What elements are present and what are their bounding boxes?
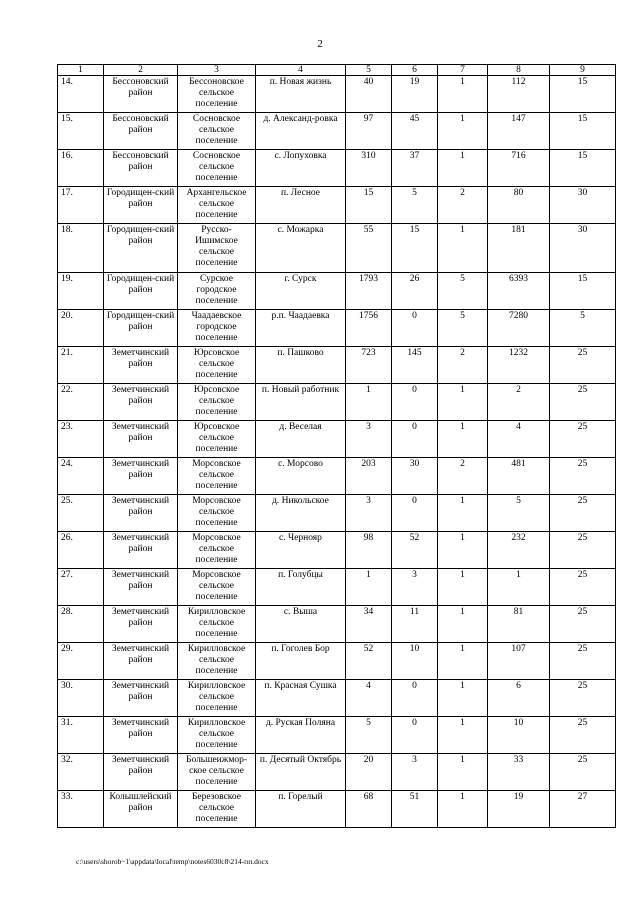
col9-cell: 25 (550, 532, 616, 569)
locality-cell: г. Сурск (256, 273, 346, 310)
col9-cell: 25 (550, 717, 616, 754)
table-body (58, 76, 616, 828)
col6-cell: 0 (392, 421, 438, 458)
district-cell: Земетчинский район (104, 495, 178, 532)
settlement-cell: Кирилловское сельское поселение (178, 717, 256, 754)
district-cell: Бессоновский район (104, 113, 178, 150)
locality-cell: п. Горелый (256, 791, 346, 828)
settlement-cell: Кирилловское сельское поселение (178, 606, 256, 643)
col7-cell: 1 (438, 680, 488, 717)
locality-cell: д. Руская Поляна (256, 717, 346, 754)
col6-cell: 15 (392, 224, 438, 273)
col8-cell: 7280 (488, 310, 550, 347)
locality-cell: п. Десятый Октябрь (256, 754, 346, 791)
district-cell: Бессоновский район (104, 76, 178, 113)
column-header: 7 (438, 65, 488, 76)
column-header: 2 (104, 65, 178, 76)
col8-cell: 107 (488, 643, 550, 680)
table-row (58, 113, 616, 150)
settlement-cell: Сосновское сельское поселение (178, 150, 256, 187)
col6-cell: 0 (392, 310, 438, 347)
settlement-cell: Архангельское сельское поселение (178, 187, 256, 224)
col8-cell: 6 (488, 680, 550, 717)
locality-cell: п. Лесное (256, 187, 346, 224)
footer-file-path: c:\users\shorob~1\appdata\local\temp\notes6030c8\214-пп.docx (76, 857, 269, 866)
col7-cell: 1 (438, 384, 488, 421)
col9-cell: 25 (550, 569, 616, 606)
col5-cell: 40 (346, 76, 392, 113)
col6-cell: 30 (392, 458, 438, 495)
settlement-cell: Морсовское сельское поселение (178, 532, 256, 569)
district-cell: Земетчинский район (104, 569, 178, 606)
col9-cell: 15 (550, 76, 616, 113)
col6-cell: 0 (392, 717, 438, 754)
row-number: 31. (58, 717, 104, 754)
district-cell: Земетчинский район (104, 643, 178, 680)
table-row (58, 791, 616, 828)
column-header: 5 (346, 65, 392, 76)
col7-cell: 5 (438, 310, 488, 347)
col9-cell: 25 (550, 347, 616, 384)
locality-cell: с. Можарка (256, 224, 346, 273)
table-row (58, 76, 616, 113)
settlement-cell: Русско-Ишимское сельское поселение (178, 224, 256, 273)
row-number: 23. (58, 421, 104, 458)
row-number: 27. (58, 569, 104, 606)
locality-cell: п. Голубцы (256, 569, 346, 606)
locality-cell: с. Выша (256, 606, 346, 643)
col8-cell: 147 (488, 113, 550, 150)
col8-cell: 19 (488, 791, 550, 828)
col9-cell: 25 (550, 643, 616, 680)
locality-cell: с. Лопуховка (256, 150, 346, 187)
district-cell: Колышлейский район (104, 791, 178, 828)
district-cell: Городищен-ский район (104, 310, 178, 347)
table-row (58, 495, 616, 532)
settlement-cell: Кирилловское сельское поселение (178, 680, 256, 717)
table-row (58, 310, 616, 347)
col8-cell: 81 (488, 606, 550, 643)
settlement-cell: Сосновское сельское поселение (178, 113, 256, 150)
col6-cell: 11 (392, 606, 438, 643)
col5-cell: 310 (346, 150, 392, 187)
col5-cell: 1 (346, 569, 392, 606)
col7-cell: 1 (438, 791, 488, 828)
col6-cell: 10 (392, 643, 438, 680)
table-row (58, 569, 616, 606)
district-cell: Земетчинский район (104, 532, 178, 569)
column-header: 1 (58, 65, 104, 76)
col8-cell: 1232 (488, 347, 550, 384)
settlement-cell: Березовское сельское поселение (178, 791, 256, 828)
district-cell: Земетчинский район (104, 458, 178, 495)
col5-cell: 1 (346, 384, 392, 421)
col7-cell: 1 (438, 606, 488, 643)
col7-cell: 1 (438, 113, 488, 150)
col9-cell: 27 (550, 791, 616, 828)
col6-cell: 0 (392, 495, 438, 532)
settlement-cell: Большеижмор-ское сельское поселение (178, 754, 256, 791)
col6-cell: 37 (392, 150, 438, 187)
col8-cell: 80 (488, 187, 550, 224)
col5-cell: 723 (346, 347, 392, 384)
row-number: 16. (58, 150, 104, 187)
district-cell: Земетчинский район (104, 754, 178, 791)
col9-cell: 25 (550, 421, 616, 458)
district-cell: Городищен-ский район (104, 273, 178, 310)
col8-cell: 112 (488, 76, 550, 113)
col7-cell: 2 (438, 347, 488, 384)
table-row (58, 754, 616, 791)
col5-cell: 20 (346, 754, 392, 791)
col5-cell: 4 (346, 680, 392, 717)
row-number: 21. (58, 347, 104, 384)
locality-cell: п. Красная Сушка (256, 680, 346, 717)
row-number: 33. (58, 791, 104, 828)
col8-cell: 4 (488, 421, 550, 458)
col7-cell: 1 (438, 224, 488, 273)
district-cell: Земетчинский район (104, 717, 178, 754)
col5-cell: 97 (346, 113, 392, 150)
page-number: 2 (317, 38, 323, 50)
col9-cell: 25 (550, 754, 616, 791)
col6-cell: 3 (392, 754, 438, 791)
column-header: 4 (256, 65, 346, 76)
settlement-cell: Юрсовское сельское поселение (178, 347, 256, 384)
district-cell: Бессоновский район (104, 150, 178, 187)
col8-cell: 6393 (488, 273, 550, 310)
col7-cell: 2 (438, 458, 488, 495)
col8-cell: 481 (488, 458, 550, 495)
settlement-cell: Морсовское сельское поселение (178, 569, 256, 606)
settlement-cell: Сурское городское поселение (178, 273, 256, 310)
col6-cell: 52 (392, 532, 438, 569)
col5-cell: 55 (346, 224, 392, 273)
locality-cell: п. Новый работник (256, 384, 346, 421)
settlement-cell: Чаадаевское городское поселение (178, 310, 256, 347)
table-row (58, 187, 616, 224)
col5-cell: 1793 (346, 273, 392, 310)
col6-cell: 0 (392, 384, 438, 421)
col6-cell: 5 (392, 187, 438, 224)
col6-cell: 45 (392, 113, 438, 150)
col9-cell: 25 (550, 606, 616, 643)
district-cell: Городищен-ский район (104, 187, 178, 224)
col5-cell: 3 (346, 421, 392, 458)
col7-cell: 1 (438, 76, 488, 113)
locality-cell: п. Новая жизнь (256, 76, 346, 113)
col8-cell: 181 (488, 224, 550, 273)
col9-cell: 15 (550, 273, 616, 310)
col5-cell: 98 (346, 532, 392, 569)
settlement-cell: Морсовское сельское поселение (178, 495, 256, 532)
table-row (58, 680, 616, 717)
row-number: 26. (58, 532, 104, 569)
col7-cell: 1 (438, 754, 488, 791)
col8-cell: 5 (488, 495, 550, 532)
col9-cell: 25 (550, 384, 616, 421)
col6-cell: 3 (392, 569, 438, 606)
column-header: 3 (178, 65, 256, 76)
row-number: 25. (58, 495, 104, 532)
col8-cell: 1 (488, 569, 550, 606)
col9-cell: 25 (550, 458, 616, 495)
col5-cell: 68 (346, 791, 392, 828)
row-number: 29. (58, 643, 104, 680)
col5-cell: 203 (346, 458, 392, 495)
col9-cell: 15 (550, 113, 616, 150)
locality-cell: д. Веселая (256, 421, 346, 458)
locality-cell: п. Гоголев Бор (256, 643, 346, 680)
table-row (58, 150, 616, 187)
col9-cell: 15 (550, 150, 616, 187)
row-number: 30. (58, 680, 104, 717)
district-cell: Земетчинский район (104, 347, 178, 384)
locality-cell: д. Никольское (256, 495, 346, 532)
col7-cell: 1 (438, 150, 488, 187)
district-cell: Земетчинский район (104, 421, 178, 458)
settlement-cell: Морсовское сельское поселение (178, 458, 256, 495)
locality-cell: р.п. Чаадаевка (256, 310, 346, 347)
col5-cell: 34 (346, 606, 392, 643)
district-cell: Земетчинский район (104, 680, 178, 717)
col6-cell: 51 (392, 791, 438, 828)
col6-cell: 26 (392, 273, 438, 310)
row-number: 14. (58, 76, 104, 113)
header-row (58, 65, 616, 76)
col5-cell: 15 (346, 187, 392, 224)
col7-cell: 1 (438, 532, 488, 569)
table-row (58, 224, 616, 273)
table-row (58, 421, 616, 458)
column-header: 6 (392, 65, 438, 76)
locality-cell: с. Чернояр (256, 532, 346, 569)
table-row (58, 532, 616, 569)
column-header: 8 (488, 65, 550, 76)
column-header: 9 (550, 65, 616, 76)
row-number: 22. (58, 384, 104, 421)
col8-cell: 33 (488, 754, 550, 791)
row-number: 28. (58, 606, 104, 643)
col7-cell: 1 (438, 569, 488, 606)
col9-cell: 25 (550, 495, 616, 532)
col7-cell: 1 (438, 421, 488, 458)
row-number: 20. (58, 310, 104, 347)
table-row (58, 717, 616, 754)
col6-cell: 19 (392, 76, 438, 113)
col6-cell: 0 (392, 680, 438, 717)
table-row (58, 347, 616, 384)
col5-cell: 3 (346, 495, 392, 532)
col9-cell: 5 (550, 310, 616, 347)
col5-cell: 5 (346, 717, 392, 754)
col5-cell: 1756 (346, 310, 392, 347)
settlement-cell: Кирилловское сельское поселение (178, 643, 256, 680)
row-number: 18. (58, 224, 104, 273)
col6-cell: 145 (392, 347, 438, 384)
table-row (58, 643, 616, 680)
settlements-table (57, 64, 616, 828)
col9-cell: 30 (550, 224, 616, 273)
col7-cell: 2 (438, 187, 488, 224)
row-number: 32. (58, 754, 104, 791)
settlement-cell: Юрсовское сельское поселение (178, 384, 256, 421)
col5-cell: 52 (346, 643, 392, 680)
row-number: 17. (58, 187, 104, 224)
table-row (58, 606, 616, 643)
col7-cell: 1 (438, 495, 488, 532)
col9-cell: 30 (550, 187, 616, 224)
col8-cell: 716 (488, 150, 550, 187)
row-number: 24. (58, 458, 104, 495)
col7-cell: 5 (438, 273, 488, 310)
col9-cell: 25 (550, 680, 616, 717)
table-row (58, 273, 616, 310)
district-cell: Городищен-ский район (104, 224, 178, 273)
locality-cell: п. Пашково (256, 347, 346, 384)
table-row (58, 384, 616, 421)
col8-cell: 232 (488, 532, 550, 569)
locality-cell: с. Морсово (256, 458, 346, 495)
row-number: 19. (58, 273, 104, 310)
settlement-cell: Бессоновское сельское поселение (178, 76, 256, 113)
row-number: 15. (58, 113, 104, 150)
col8-cell: 10 (488, 717, 550, 754)
district-cell: Земетчинский район (104, 384, 178, 421)
table-row (58, 458, 616, 495)
col7-cell: 1 (438, 717, 488, 754)
locality-cell: д. Александ-ровка (256, 113, 346, 150)
district-cell: Земетчинский район (104, 606, 178, 643)
settlement-cell: Юрсовское сельское поселение (178, 421, 256, 458)
col8-cell: 2 (488, 384, 550, 421)
col7-cell: 1 (438, 643, 488, 680)
